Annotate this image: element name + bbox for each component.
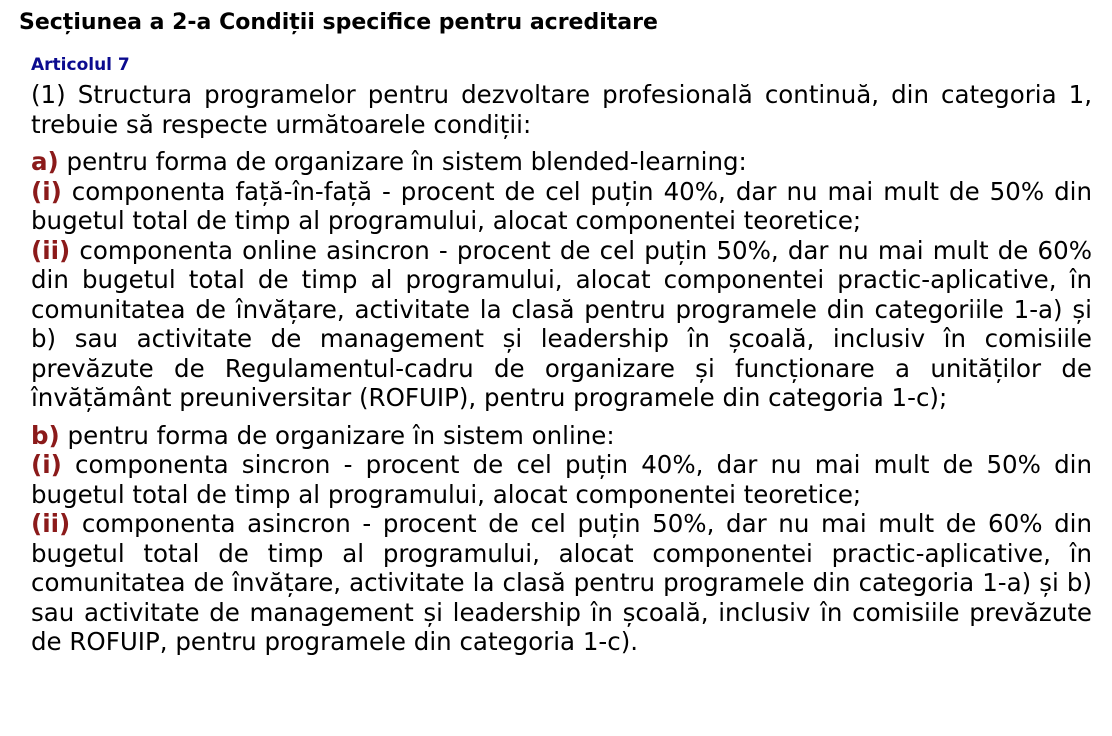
section-title: Secțiunea a 2-a Condiții specifice pentru acreditare bbox=[19, 10, 658, 35]
item-a bbox=[31, 147, 1092, 177]
item-b bbox=[31, 421, 1092, 451]
item-a-text: pentru forma de organizare în sistem blended-learning: bbox=[58, 147, 747, 176]
item-b-text: pentru forma de organizare în sistem online: bbox=[59, 420, 615, 450]
item-a-subitem-i-text: componenta față-în-față - procent de cel puțin 40%, dar nu mai mult de 50% din bugetul total de timp al programului, alocat componentei teoretice; bbox=[31, 176, 1092, 235]
item-b-subitem-i-marker: (i) bbox=[31, 450, 62, 479]
item-a-subitem-ii bbox=[31, 236, 1092, 413]
item-b-subitem-i bbox=[31, 450, 1092, 509]
item-a-subitem-ii-text: componenta online asincron - procent de cel puțin 50%, dar nu mai mult de 60% din bugetul total de timp al programului, alocat componentei practic-aplicative, în comunitatea de învățare, activitate la clasă pentru programele din categoriile 1-a) și b) sau activitate de management și leadership în școală, inclusiv în comisiile prevăzute de Regulamentul-cadru de organizare și funcționare a unităților de învățământ preuniversitar (ROFUIP), pentru programele din categoria 1-c); bbox=[31, 235, 1092, 412]
article-title[interactable]: Articolul 7 bbox=[31, 55, 130, 75]
item-a-subitem-i bbox=[31, 177, 1092, 236]
item-a-subitem-i-marker: (i) bbox=[31, 176, 62, 206]
item-a-marker: a) bbox=[31, 147, 59, 176]
item-b-subitem-ii-marker: (ii) bbox=[31, 509, 71, 538]
item-b-marker: b) bbox=[31, 420, 60, 450]
article-body bbox=[31, 80, 1092, 657]
item-b-subitem-ii-text: componenta asincron - procent de cel puțin 50%, dar nu mai mult de 60% din bugetul total de timp al programului, alocat componentei practic-aplicative, în comunitatea de învățare, activitate la clasă pentru programele din categoria 1-a) și b) sau activitate de management și leadership în școală, inclusiv în comisiile prevăzute de ROFUIP, pentru programele din categoria 1-c). bbox=[31, 509, 1092, 656]
item-b-subitem-i-text: componenta sincron - procent de cel puțin 40%, dar nu mai mult de 50% din bugetul total de timp al programului, alocat componentei teoretice; bbox=[31, 450, 1092, 509]
article-intro-paragraph: (1) Structura programelor pentru dezvoltare profesională continuă, din categoria 1, trebuie să respecte următoarele condiții: bbox=[31, 80, 1092, 139]
item-a-subitem-ii-marker: (ii) bbox=[31, 235, 71, 265]
item-b-subitem-ii bbox=[31, 509, 1092, 657]
